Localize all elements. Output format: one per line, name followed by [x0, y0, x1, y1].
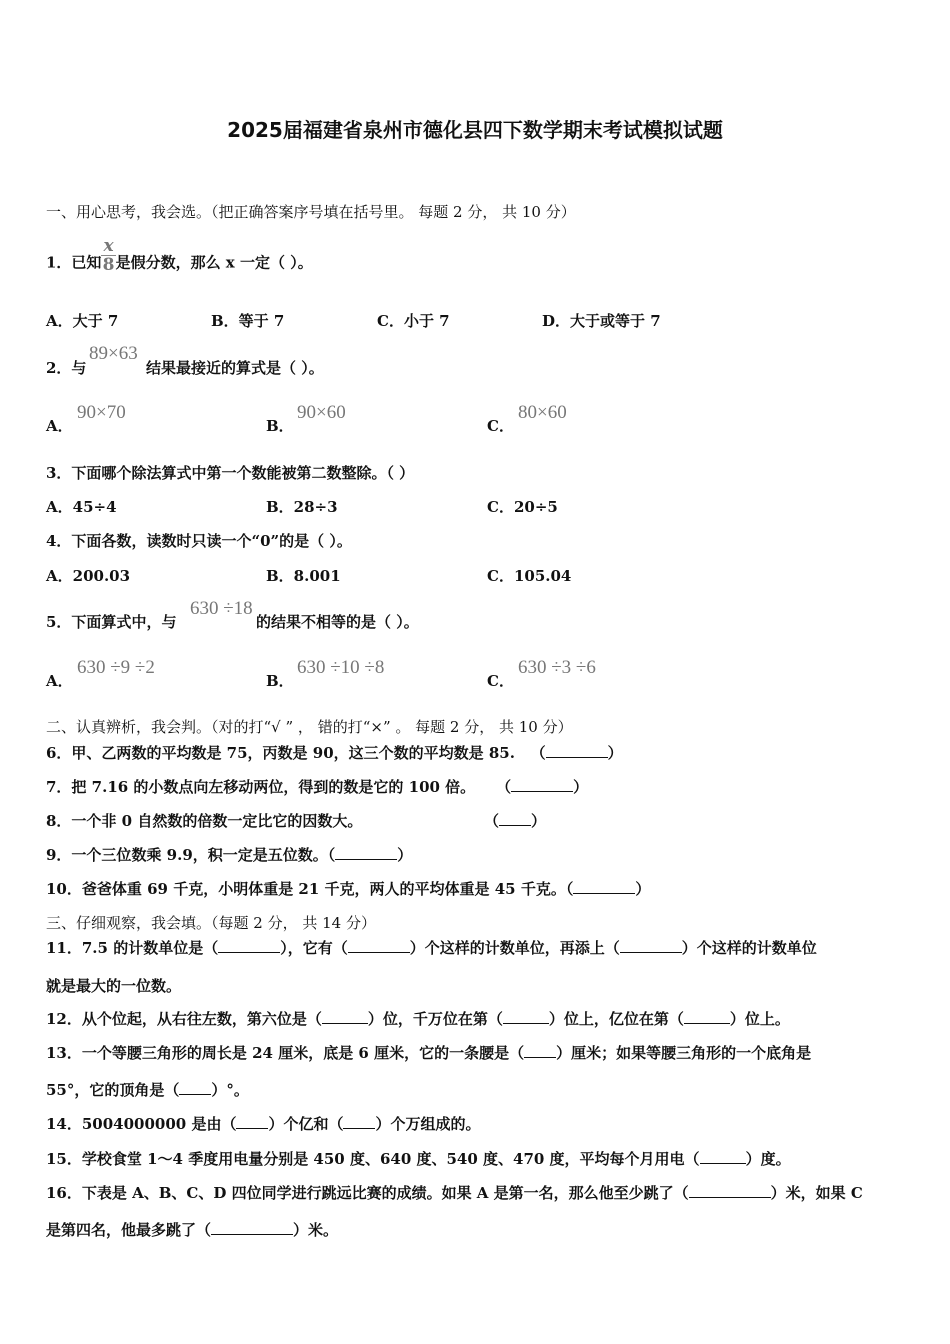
- q2-option-b-label[interactable]: B．: [266, 417, 294, 435]
- q16-blank-min[interactable]: [689, 1183, 771, 1198]
- question-7: 7．把 7.16 的小数点向左移动两位，得到的数是它的 100 倍。 （ ）: [46, 778, 589, 796]
- question-6: 6．甲、乙两数的平均数是 75，丙数是 90，这三个数的平均数是 85. （ ）: [46, 744, 623, 762]
- question-4: 4．下面各数，读数时只读一个“0”的是（ ）。: [46, 532, 352, 550]
- q4-option-b[interactable]: B．8.001: [266, 567, 341, 585]
- q3-option-b[interactable]: B．28÷3: [266, 498, 338, 516]
- q5-option-c-expr: 630 ÷3 ÷6: [518, 657, 596, 678]
- q9-answer-blank[interactable]: [335, 845, 397, 860]
- q5-option-a-label[interactable]: A．: [46, 672, 73, 690]
- question-15: 15．学校食堂 1～4 季度用电量分别是 450 度、640 度、540 度、470 度，平均每个月用电（ ）度。: [46, 1150, 791, 1168]
- q11-blank-unit[interactable]: [218, 938, 280, 953]
- q16-blank-max[interactable]: [211, 1220, 293, 1235]
- question-10: 10．爸爸体重 69 千克，小明体重是 21 千克，两人的平均体重是 45 千克。（ ）: [46, 880, 651, 898]
- section-heading-choice: 一、用心思考，我会选。（把正确答案序号填在括号里。 每题 2 分， 共 10 分）: [46, 203, 576, 221]
- q8-text: 8．一个非 0 自然数的倍数一定比它的因数大。: [46, 812, 363, 830]
- q3-option-c[interactable]: C．20÷5: [487, 498, 558, 516]
- q14-blank-wan[interactable]: [343, 1114, 375, 1129]
- q2-option-c-expr: 80×60: [518, 402, 567, 423]
- question-11-cont: 就是最大的一位数。: [46, 977, 182, 995]
- question-8: [46, 811, 362, 831]
- q1-suffix: 是假分数，那么 x 一定（ ）。: [115, 253, 313, 272]
- q6-text: 6．甲、乙两数的平均数是 75，丙数是 90，这三个数的平均数是 85.: [46, 744, 515, 762]
- q11-blank-add[interactable]: [620, 938, 682, 953]
- q5-option-b-label[interactable]: B．: [266, 672, 294, 690]
- q10-answer-blank[interactable]: [573, 879, 635, 894]
- q7-text: 7．把 7.16 的小数点向左移动两位，得到的数是它的 100 倍。: [46, 778, 476, 796]
- q2-option-a-label[interactable]: A．: [46, 417, 73, 435]
- q1-prefix: 1．已知: [46, 253, 102, 272]
- page-title: 2025届福建省泉州市德化县四下数学期末考试模拟试题: [227, 118, 723, 142]
- section-heading-fill: 三、仔细观察，我会填。（每题 2 分， 共 14 分）: [46, 914, 376, 932]
- q8-answer-blank[interactable]: [499, 811, 531, 826]
- q5-expression: 630 ÷18: [190, 598, 253, 619]
- q2-option-b-expr: 90×60: [297, 402, 346, 423]
- q1-frac-numerator: x: [103, 236, 114, 256]
- q4-option-a[interactable]: A．200.03: [46, 567, 131, 585]
- question-13-cont: 55°，它的顶角是（ ）°。: [46, 1081, 249, 1099]
- question-11: 11．7.5 的计数单位是（ ），它有（ ）个这样的计数单位，再添上（ ）个这样的计数单位: [46, 939, 817, 957]
- q15-blank-monthly[interactable]: [700, 1149, 746, 1164]
- section-heading-judge: 二、认真辨析，我会判。（对的打“√ ” ， 错的打“×” 。 每题 2 分， 共 10 分）: [46, 718, 573, 736]
- question-1: [46, 236, 313, 282]
- q2-option-c-label[interactable]: C．: [487, 417, 514, 435]
- q13-blank-leg[interactable]: [524, 1043, 556, 1058]
- q2-suffix: 结果最接近的算式是（ ）。: [146, 359, 324, 377]
- q12-blank-hundred-million[interactable]: [684, 1009, 730, 1024]
- q1-frac-denominator: 8: [102, 255, 115, 275]
- q8-answer: （ ）: [484, 812, 547, 830]
- q3-option-a[interactable]: A．45÷4: [46, 498, 117, 516]
- q5-suffix: 的结果不相等的是（ ）。: [256, 613, 419, 631]
- q14-blank-yi[interactable]: [236, 1114, 268, 1129]
- q10-text: 10．爸爸体重 69 千克，小明体重是 21 千克，两人的平均体重是 45 千克。: [46, 880, 566, 898]
- q9-text: 9．一个三位数乘 9.9，积一定是五位数。: [46, 846, 328, 864]
- q1-option-c[interactable]: C．小于 7: [377, 312, 450, 330]
- question-13: 13．一个等腰三角形的周长是 24 厘米，底是 6 厘米，它的一条腰是（ ）厘米；如果等腰三角形的一个底角是: [46, 1044, 812, 1062]
- question-9: 9．一个三位数乘 9.9，积一定是五位数。（ ）: [46, 846, 413, 864]
- q12-blank-ten-million[interactable]: [503, 1009, 549, 1024]
- question-14: 14．5004000000 是由（ ）个亿和（ ）个万组成的。: [46, 1115, 481, 1133]
- q6-answer-blank[interactable]: [546, 743, 608, 758]
- q1-option-b[interactable]: B．等于 7: [211, 312, 285, 330]
- question-16: 16．下表是 A、B、C、D 四位同学进行跳远比赛的成绩。如果 A 是第一名，那么他至少跳了（ ）米，如果 C: [46, 1184, 863, 1202]
- question-16-cont: 是第四名，他最多跳了（ ）米。: [46, 1221, 339, 1239]
- q13-blank-apex[interactable]: [179, 1080, 211, 1095]
- q1-fraction: [101, 237, 115, 274]
- q1-option-d[interactable]: D．大于或等于 7: [542, 312, 661, 330]
- question-12: 12．从个位起，从右往左数，第六位是（ ）位，千万位在第（ ）位上，亿位在第（ ）位上。: [46, 1010, 790, 1028]
- q5-prefix: 5．下面算式中，与: [46, 613, 177, 631]
- q11-blank-count[interactable]: [348, 938, 410, 953]
- q5-option-b-expr: 630 ÷10 ÷8: [297, 657, 385, 678]
- q5-option-a-expr: 630 ÷9 ÷2: [77, 657, 155, 678]
- q12-blank-sixth[interactable]: [322, 1009, 368, 1024]
- q4-option-c[interactable]: C．105.04: [487, 567, 572, 585]
- q5-option-c-label[interactable]: C．: [487, 672, 514, 690]
- q2-prefix: 2．与: [46, 359, 87, 377]
- q7-answer-blank[interactable]: [511, 777, 573, 792]
- q2-expression: 89×63: [89, 343, 138, 364]
- q2-option-a-expr: 90×70: [77, 402, 126, 423]
- question-3: 3．下面哪个除法算式中第一个数能被第二数整除。（ ）: [46, 464, 415, 482]
- q1-option-a[interactable]: A．大于 7: [46, 312, 119, 330]
